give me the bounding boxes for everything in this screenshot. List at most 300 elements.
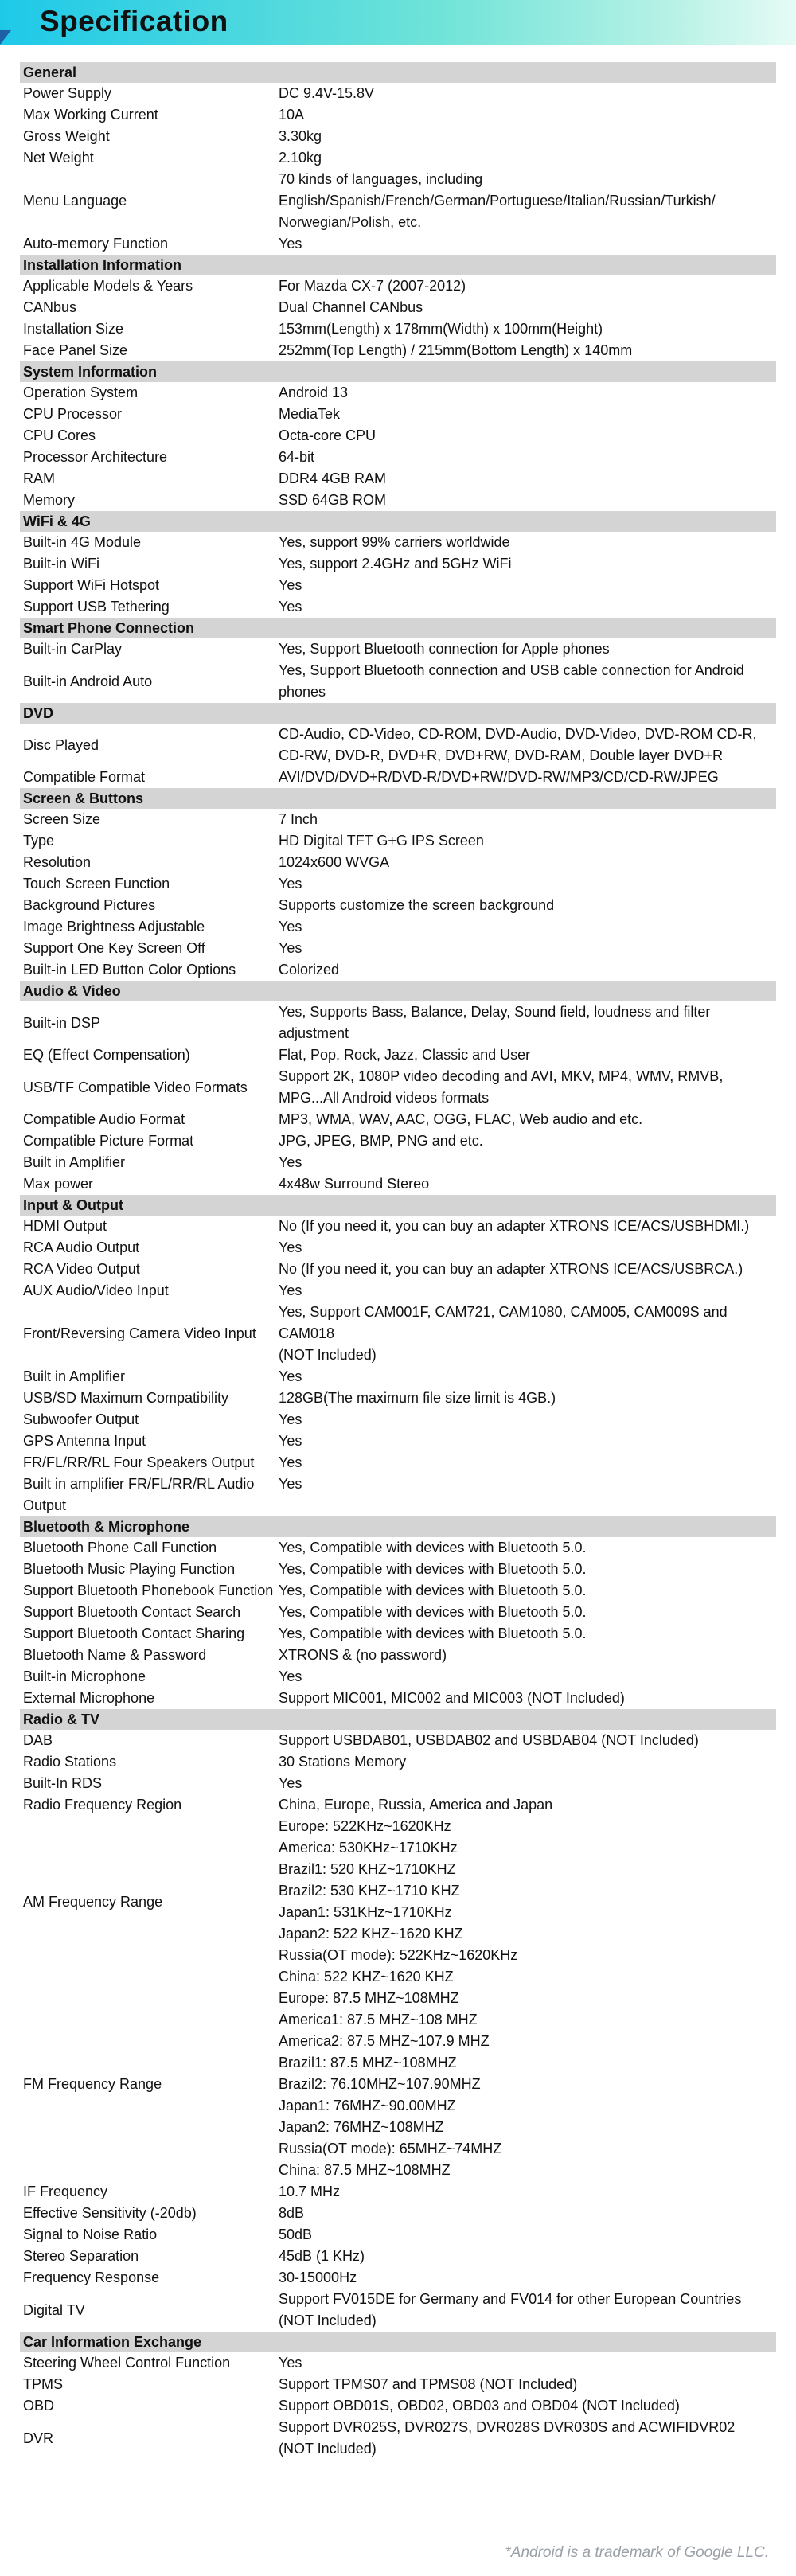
- spec-label: [20, 809, 279, 830]
- spec-row: [20, 2224, 776, 2246]
- spec-row: [20, 1602, 776, 1623]
- spec-value: JPG, JPEG, BMP, PNG and etc.: [279, 1133, 483, 1149]
- spec-label: [20, 468, 279, 490]
- spec-value: Yes, Support CAM001F, CAM721, CAM1080, CAM005, CAM009S and CAM018 (NOT Included): [279, 1304, 728, 1363]
- spec-label: [20, 233, 279, 255]
- spec-row: [20, 916, 776, 938]
- spec-label: [20, 104, 279, 126]
- spec-label: [20, 1280, 279, 1302]
- spec-label: [20, 382, 279, 404]
- spec-label-text: Resolution: [23, 854, 92, 870]
- spec-value: Yes: [279, 2355, 302, 2371]
- spec-label: [20, 1237, 279, 1259]
- spec-row: [20, 575, 776, 596]
- spec-row: [20, 382, 776, 404]
- spec-label-text: Auto-memory Function: [23, 236, 169, 252]
- spec-label-text: Front/Reversing Camera Video Input: [23, 1325, 256, 1341]
- spec-label-text: Radio Stations: [23, 1754, 117, 1770]
- spec-row: [20, 1430, 776, 1452]
- spec-label-text: Built-in 4G Module: [23, 534, 142, 550]
- spec-row: [20, 1302, 776, 1366]
- spec-label: [20, 425, 279, 447]
- spec-value: 8dB: [279, 2205, 305, 2221]
- spec-label-text: Power Supply: [23, 85, 112, 101]
- spec-value: Support FV015DE for Germany and FV014 for other European Countries (NOT Included): [279, 2291, 742, 2328]
- spec-label-text: GPS Antenna Input: [23, 1433, 146, 1449]
- spec-label: [20, 873, 279, 895]
- spec-label-text: Stereo Separation: [23, 2248, 139, 2264]
- spec-label: [20, 895, 279, 916]
- spec-label: [20, 2395, 279, 2417]
- spec-value: 10A: [279, 107, 305, 123]
- spec-value: Yes: [279, 919, 302, 935]
- spec-row: [20, 425, 776, 447]
- spec-row: [20, 2352, 776, 2374]
- spec-value: Yes: [279, 1433, 302, 1449]
- spec-label: [20, 2417, 279, 2460]
- spec-row: [20, 490, 776, 511]
- spec-label-text: Gross Weight: [23, 128, 110, 144]
- spec-value: No (If you need it, you can buy an adapter XTRONS ICE/ACS/USBRCA.): [279, 1261, 743, 1277]
- spec-row: [20, 1473, 776, 1516]
- spec-row: [20, 104, 776, 126]
- spec-row: [20, 1559, 776, 1580]
- spec-label-text: Built-in Microphone: [23, 1669, 146, 1684]
- spec-row: [20, 1259, 776, 1280]
- spec-value: Support OBD01S, OBD02, OBD03 and OBD04 (NOT Included): [279, 2398, 680, 2414]
- spec-value: 7 Inch: [279, 811, 318, 827]
- spec-label-text: Compatible Picture Format: [23, 1133, 194, 1149]
- spec-value: Yes: [279, 1282, 302, 1298]
- spec-row: [20, 1773, 776, 1794]
- spec-label: [20, 638, 279, 660]
- spec-row: [20, 830, 776, 852]
- section-header: System Information: [20, 361, 776, 382]
- spec-value: Octa-core CPU: [279, 427, 377, 443]
- spec-label-text: Net Weight: [23, 150, 94, 166]
- spec-label: [20, 596, 279, 618]
- spec-value: Yes: [279, 1368, 302, 1384]
- spec-value: 153mm(Length) x 178mm(Width) x 100mm(Height): [279, 321, 603, 337]
- spec-label-text: DAB: [23, 1732, 53, 1748]
- spec-label: [20, 1044, 279, 1066]
- spec-row: [20, 340, 776, 361]
- spec-label: [20, 1602, 279, 1623]
- spec-label-text: CANbus: [23, 299, 77, 315]
- spec-label: [20, 1688, 279, 1709]
- spec-row: [20, 1366, 776, 1388]
- spec-label-text: USB/TF Compatible Video Formats: [23, 1079, 248, 1095]
- spec-value: Flat, Pop, Rock, Jazz, Classic and User: [279, 1047, 531, 1063]
- spec-label: [20, 275, 279, 297]
- spec-row: [20, 1409, 776, 1430]
- spec-value: Support USBDAB01, USBDAB02 and USBDAB04 (NOT Included): [279, 1732, 699, 1748]
- spec-label: [20, 340, 279, 361]
- spec-label: [20, 553, 279, 575]
- spec-value: Colorized: [279, 962, 340, 978]
- spec-label-text: Disc Played: [23, 736, 100, 753]
- spec-label: [20, 297, 279, 318]
- spec-label: [20, 1794, 279, 1816]
- spec-value: Android 13: [279, 384, 349, 400]
- spec-value: Support TPMS07 and TPMS08 (NOT Included): [279, 2376, 578, 2392]
- spec-value: Support MIC001, MIC002 and MIC003 (NOT Included): [279, 1690, 625, 1706]
- spec-row: [20, 1237, 776, 1259]
- spec-label-text: FR/FL/RR/RL Four Speakers Output: [23, 1454, 255, 1470]
- spec-label: [20, 2374, 279, 2395]
- spec-row: [20, 169, 776, 233]
- spec-row: [20, 767, 776, 788]
- spec-label-text: AUX Audio/Video Input: [23, 1282, 169, 1298]
- spec-label: [20, 916, 279, 938]
- spec-row: [20, 1044, 776, 1066]
- spec-value: Yes, Compatible with devices with Bluetooth 5.0.: [279, 1583, 587, 1598]
- spec-value: No (If you need it, you can buy an adapter XTRONS ICE/ACS/USBHDMI.): [279, 1218, 750, 1234]
- spec-label-text: Touch Screen Function: [23, 876, 170, 892]
- spec-row: [20, 447, 776, 468]
- section-header: Screen & Buttons: [20, 788, 776, 809]
- spec-value: Yes: [279, 599, 302, 615]
- spec-label: [20, 1559, 279, 1580]
- spec-label-text: RCA Video Output: [23, 1261, 140, 1277]
- spec-value: Yes: [279, 1669, 302, 1684]
- spec-label: [20, 1302, 279, 1366]
- spec-row: [20, 404, 776, 425]
- spec-row: [20, 852, 776, 873]
- spec-label-text: Memory: [23, 492, 76, 508]
- spec-label: [20, 852, 279, 873]
- spec-row: [20, 2289, 776, 2332]
- spec-label: [20, 447, 279, 468]
- spec-label-text: Bluetooth Music Playing Function: [23, 1561, 236, 1577]
- spec-value: 2.10kg: [279, 150, 322, 166]
- spec-value: 10.7 MHz: [279, 2184, 341, 2199]
- spec-label: [20, 767, 279, 788]
- spec-label-text: Built in Amplifier: [23, 1368, 126, 1384]
- page-header: [0, 0, 796, 45]
- spec-row: [20, 1066, 776, 1109]
- spec-value: 70 kinds of languages, including English/Spanish/French/German/Portuguese/Italian/Russian/Turkish/ Norwegian/Polish, etc.: [279, 171, 716, 230]
- spec-row: [20, 2203, 776, 2224]
- spec-label-text: Type: [23, 833, 55, 849]
- spec-value: Yes: [279, 577, 302, 593]
- spec-row: [20, 233, 776, 255]
- spec-row: [20, 468, 776, 490]
- spec-label-text: Background Pictures: [23, 897, 156, 913]
- spec-label-text: Steering Wheel Control Function: [23, 2355, 231, 2371]
- spec-label-text: USB/SD Maximum Compatibility: [23, 1390, 229, 1406]
- spec-label: [20, 1130, 279, 1152]
- spec-label: [20, 830, 279, 852]
- spec-value: Dual Channel CANbus: [279, 299, 423, 315]
- spec-value: Yes: [279, 1154, 302, 1170]
- spec-row: [20, 553, 776, 575]
- spec-value: Yes, support 99% carriers worldwide: [279, 534, 510, 550]
- spec-row: [20, 1751, 776, 1773]
- spec-value: Yes: [279, 876, 302, 892]
- spec-value: Yes: [279, 1476, 302, 1492]
- spec-label-text: Installation Size: [23, 321, 124, 337]
- spec-value: Supports customize the screen background: [279, 897, 555, 913]
- spec-label: [20, 490, 279, 511]
- spec-label-text: Support Bluetooth Contact Sharing: [23, 1626, 245, 1641]
- spec-label-text: Support WiFi Hotspot: [23, 577, 160, 593]
- spec-value: 30 Stations Memory: [279, 1754, 407, 1770]
- spec-table: [20, 62, 776, 2460]
- spec-label-text: OBD: [23, 2398, 55, 2414]
- spec-row: [20, 1730, 776, 1751]
- spec-value: Europe: 87.5 MHZ~108MHZ America1: 87.5 MHZ~108 MHZ America2: 87.5 MHZ~107.9 MHZ Brazil1: 87.5 MHZ~108MHZ Brazil2: 76.10MHZ~107.90MHZ Japan1: 76MHZ~90.00MHZ Japan2: 76MHZ~108MHZ Russia(OT mode): 65MHZ~74MHZ China: 87.5 MHZ~108MHZ: [279, 1990, 502, 2178]
- spec-value: Yes: [279, 1239, 302, 1255]
- spec-value: Yes: [279, 1775, 302, 1791]
- spec-row: [20, 2267, 776, 2289]
- section-header: Audio & Video: [20, 981, 776, 1001]
- spec-row: [20, 1216, 776, 1237]
- spec-row: [20, 1988, 776, 2181]
- spec-value: Yes: [279, 236, 302, 252]
- spec-label: [20, 126, 279, 147]
- spec-value: 4x48w Surround Stereo: [279, 1176, 430, 1192]
- spec-label-text: Built-in Android Auto: [23, 673, 153, 689]
- spec-value: 50dB: [279, 2227, 313, 2242]
- spec-row: [20, 895, 776, 916]
- spec-label: [20, 1730, 279, 1751]
- section-header: Radio & TV: [20, 1709, 776, 1730]
- spec-value: 3.30kg: [279, 128, 322, 144]
- spec-label-text: TPMS: [23, 2376, 64, 2392]
- spec-label: [20, 169, 279, 233]
- spec-row: [20, 1580, 776, 1602]
- spec-label-text: CPU Processor: [23, 406, 123, 422]
- spec-label: [20, 532, 279, 553]
- spec-row: [20, 873, 776, 895]
- spec-label: [20, 1645, 279, 1666]
- spec-row: [20, 1109, 776, 1130]
- spec-row: [20, 2374, 776, 2395]
- spec-row: [20, 83, 776, 104]
- section-header: Installation Information: [20, 255, 776, 275]
- spec-label: [20, 1452, 279, 1473]
- spec-row: [20, 596, 776, 618]
- section-header: Bluetooth & Microphone: [20, 1516, 776, 1537]
- spec-value: AVI/DVD/DVD+R/DVD-R/DVD+RW/DVD-RW/MP3/CD/CD-RW/JPEG: [279, 769, 719, 785]
- spec-row: [20, 1452, 776, 1473]
- spec-row: [20, 2417, 776, 2460]
- spec-label: [20, 404, 279, 425]
- spec-label: [20, 660, 279, 703]
- spec-label: [20, 2267, 279, 2289]
- spec-label-text: HDMI Output: [23, 1218, 107, 1234]
- spec-label: [20, 318, 279, 340]
- page-title: Specification: [40, 5, 228, 37]
- trademark-note: *Android is a trademark of Google LLC.: [505, 2544, 769, 2561]
- spec-label-text: Built-in LED Button Color Options: [23, 962, 236, 978]
- spec-row: [20, 809, 776, 830]
- spec-label: [20, 1109, 279, 1130]
- spec-label: [20, 938, 279, 959]
- spec-label: [20, 2203, 279, 2224]
- spec-row: [20, 1623, 776, 1645]
- spec-value: Yes, Support Bluetooth connection for Apple phones: [279, 641, 610, 657]
- spec-row: [20, 1666, 776, 1688]
- spec-label-text: Built in Amplifier: [23, 1154, 126, 1170]
- spec-label-text: Subwoofer Output: [23, 1411, 139, 1427]
- spec-label-text: Support Bluetooth Phonebook Function: [23, 1583, 274, 1598]
- spec-row: [20, 318, 776, 340]
- spec-label-text: Support Bluetooth Contact Search: [23, 1604, 241, 1620]
- spec-label: [20, 1580, 279, 1602]
- spec-label-text: IF Frequency: [23, 2184, 108, 2199]
- spec-value: Yes: [279, 940, 302, 956]
- spec-label: [20, 2352, 279, 2374]
- spec-label-text: Menu Language: [23, 193, 127, 209]
- header-corner-accent: [0, 30, 11, 45]
- spec-value: 252mm(Top Length) / 215mm(Bottom Length) x 140mm: [279, 342, 633, 358]
- spec-label-text: Digital TV: [23, 2301, 85, 2318]
- spec-label-text: External Microphone: [23, 1690, 155, 1706]
- spec-row: [20, 1537, 776, 1559]
- spec-label: [20, 1259, 279, 1280]
- spec-row: [20, 147, 776, 169]
- spec-label-text: RCA Audio Output: [23, 1239, 140, 1255]
- spec-row: [20, 660, 776, 703]
- spec-label: [20, 1537, 279, 1559]
- spec-value: 45dB (1 KHz): [279, 2248, 365, 2264]
- section-header: Input & Output: [20, 1195, 776, 1216]
- spec-label-text: RAM: [23, 470, 55, 486]
- spec-value: DDR4 4GB RAM: [279, 470, 387, 486]
- spec-value: MediaTek: [279, 406, 341, 422]
- spec-value: China, Europe, Russia, America and Japan: [279, 1797, 553, 1813]
- spec-row: [20, 1388, 776, 1409]
- spec-value: Yes, Compatible with devices with Bluetooth 5.0.: [279, 1604, 587, 1620]
- spec-row: [20, 1001, 776, 1044]
- spec-label-text: Applicable Models & Years: [23, 278, 193, 294]
- spec-label-text: Image Brightness Adjustable: [23, 919, 205, 935]
- spec-row: [20, 126, 776, 147]
- spec-label: [20, 1751, 279, 1773]
- spec-value: Yes, Supports Bass, Balance, Delay, Sound field, loudness and filter adjustment: [279, 1004, 711, 1041]
- spec-label: [20, 83, 279, 104]
- spec-value: Support 2K, 1080P video decoding and AVI, MKV, MP4, WMV, RMVB, MPG...All Android videos formats: [279, 1068, 724, 1106]
- spec-label-text: Compatible Audio Format: [23, 1111, 185, 1127]
- spec-label-text: Signal to Noise Ratio: [23, 2227, 158, 2242]
- spec-label-text: CPU Cores: [23, 427, 96, 443]
- spec-label-text: Effective Sensitivity (-20db): [23, 2205, 197, 2221]
- spec-value: SSD 64GB ROM: [279, 492, 387, 508]
- spec-row: [20, 1688, 776, 1709]
- spec-label-text: Bluetooth Name & Password: [23, 1647, 207, 1663]
- spec-row: [20, 297, 776, 318]
- spec-label: [20, 147, 279, 169]
- spec-label-text: Built-in WiFi: [23, 556, 100, 572]
- spec-label-text: Operation System: [23, 384, 139, 400]
- spec-value: Yes, Compatible with devices with Bluetooth 5.0.: [279, 1561, 587, 1577]
- section-header: DVD: [20, 703, 776, 724]
- spec-value: Yes, Compatible with devices with Bluetooth 5.0.: [279, 1540, 587, 1555]
- spec-label: [20, 1216, 279, 1237]
- spec-row: [20, 2181, 776, 2203]
- spec-value: MP3, WMA, WAV, AAC, OGG, FLAC, Web audio and etc.: [279, 1111, 643, 1127]
- spec-label: [20, 959, 279, 981]
- spec-label-text: Face Panel Size: [23, 342, 128, 358]
- spec-label-text: Support USB Tethering: [23, 599, 170, 615]
- spec-row: [20, 275, 776, 297]
- spec-label: [20, 1623, 279, 1645]
- spec-row: [20, 1152, 776, 1173]
- spec-label-text: Built-in DSP: [23, 1014, 101, 1031]
- spec-row: [20, 959, 776, 981]
- spec-value: Support DVR025S, DVR027S, DVR028S DVR030S and ACWIFIDVR02 (NOT Included): [279, 2419, 736, 2457]
- spec-label-text: DVR: [23, 2430, 54, 2446]
- spec-label: [20, 1473, 279, 1516]
- spec-label-text: Built in amplifier FR/FL/RR/RL Audio Output: [23, 1476, 255, 1513]
- spec-label: [20, 1773, 279, 1794]
- spec-value: CD-Audio, CD-Video, CD-ROM, DVD-Audio, DVD-Video, DVD-ROM CD-R, CD-RW, DVD-R, DVD+R, DVD+RW, DVD-RAM, Double layer DVD+R: [279, 726, 757, 763]
- section-header: Car Information Exchange: [20, 2332, 776, 2352]
- spec-label: [20, 2289, 279, 2332]
- spec-label: [20, 1066, 279, 1109]
- spec-label-text: Support One Key Screen Off: [23, 940, 205, 956]
- spec-value: HD Digital TFT G+G IPS Screen: [279, 833, 484, 849]
- spec-label-text: Bluetooth Phone Call Function: [23, 1540, 217, 1555]
- section-header: WiFi & 4G: [20, 511, 776, 532]
- spec-label-text: AM Frequency Range: [23, 1893, 163, 1910]
- spec-value: XTRONS & (no password): [279, 1647, 447, 1663]
- spec-label-text: Radio Frequency Region: [23, 1797, 182, 1813]
- spec-label: [20, 1001, 279, 1044]
- spec-row: [20, 1645, 776, 1666]
- spec-row: [20, 1280, 776, 1302]
- spec-value: Yes, Compatible with devices with Bluetooth 5.0.: [279, 1626, 587, 1641]
- spec-value: Yes: [279, 1411, 302, 1427]
- spec-label: [20, 724, 279, 767]
- spec-label: [20, 2224, 279, 2246]
- spec-value: Yes, Support Bluetooth connection and USB cable connection for Android phones: [279, 662, 744, 700]
- spec-label-text: Screen Size: [23, 811, 101, 827]
- spec-value: 30-15000Hz: [279, 2270, 357, 2285]
- spec-label: [20, 1666, 279, 1688]
- spec-label-text: FM Frequency Range: [23, 2076, 162, 2092]
- spec-value: Europe: 522KHz~1620KHz America: 530KHz~1710KHz Brazil1: 520 KHZ~1710KHZ Brazil2: 530 KHZ~1710 KHZ Japan1: 531KHz~1710KHz Japan2: 522 KHZ~1620 KHZ Russia(OT mode): 522KHz~1620KHz China: 522 KHZ~1620 KHZ: [279, 1818, 518, 1985]
- spec-label: [20, 1152, 279, 1173]
- spec-row: [20, 938, 776, 959]
- spec-label: [20, 1173, 279, 1195]
- spec-label: [20, 1366, 279, 1388]
- spec-label-text: EQ (Effect Compensation): [23, 1047, 190, 1063]
- spec-row: [20, 1794, 776, 1816]
- spec-label-text: Built-in CarPlay: [23, 641, 123, 657]
- spec-label: [20, 1816, 279, 1988]
- spec-row: [20, 724, 776, 767]
- spec-row: [20, 1173, 776, 1195]
- spec-label: [20, 575, 279, 596]
- section-header: Smart Phone Connection: [20, 618, 776, 638]
- spec-label: [20, 2181, 279, 2203]
- section-header: General: [20, 62, 776, 83]
- spec-row: [20, 2246, 776, 2267]
- spec-value: Yes, support 2.4GHz and 5GHz WiFi: [279, 556, 512, 572]
- spec-label-text: Frequency Response: [23, 2270, 160, 2285]
- spec-label-text: Processor Architecture: [23, 449, 168, 465]
- spec-label-text: Compatible Format: [23, 769, 146, 785]
- spec-value: 128GB(The maximum file size limit is 4GB.): [279, 1390, 556, 1406]
- spec-row: [20, 1816, 776, 1988]
- spec-value: DC 9.4V-15.8V: [279, 85, 375, 101]
- spec-label-text: Max power: [23, 1176, 94, 1192]
- spec-row: [20, 532, 776, 553]
- spec-label: [20, 1388, 279, 1409]
